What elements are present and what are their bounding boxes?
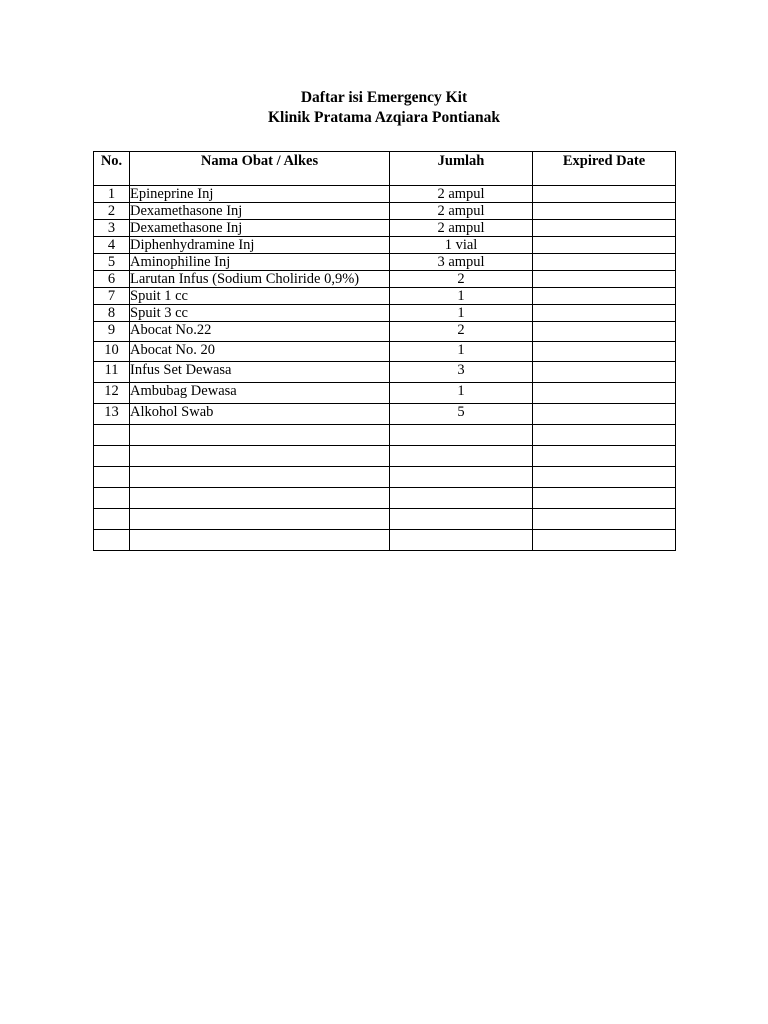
cell-qty: 1 vial	[390, 237, 533, 254]
cell-qty	[390, 446, 533, 467]
cell-qty: 1	[390, 383, 533, 404]
empty-table-row	[94, 467, 676, 488]
cell-name	[130, 488, 390, 509]
cell-name: Alkohol Swab	[130, 404, 390, 425]
cell-name	[130, 509, 390, 530]
cell-expired	[533, 220, 676, 237]
empty-table-row	[94, 530, 676, 551]
table-row	[94, 288, 676, 305]
cell-qty: 2	[390, 271, 533, 288]
table-row	[94, 362, 676, 383]
table-row	[94, 322, 676, 342]
cell-name	[130, 425, 390, 446]
cell-expired	[533, 288, 676, 305]
table-row	[94, 305, 676, 322]
cell-no: 3	[94, 220, 130, 237]
table-row	[94, 237, 676, 254]
cell-expired	[533, 362, 676, 383]
empty-table-row	[94, 446, 676, 467]
cell-no	[94, 488, 130, 509]
cell-no: 13	[94, 404, 130, 425]
header-qty: Jumlah	[390, 152, 533, 186]
table-row	[94, 342, 676, 362]
cell-qty: 1	[390, 305, 533, 322]
cell-name	[130, 530, 390, 551]
cell-expired	[533, 237, 676, 254]
cell-name: Dexamethasone Inj	[130, 220, 390, 237]
cell-name: Aminophiline Inj	[130, 254, 390, 271]
cell-no	[94, 446, 130, 467]
title-line-2: Klinik Pratama Azqiara Pontianak	[267, 109, 501, 126]
table-body	[94, 186, 676, 551]
cell-no	[94, 509, 130, 530]
cell-qty: 1	[390, 342, 533, 362]
cell-no: 1	[94, 186, 130, 203]
cell-name	[130, 446, 390, 467]
cell-qty	[390, 467, 533, 488]
table-row	[94, 186, 676, 203]
document-title	[0, 88, 768, 128]
cell-expired	[533, 186, 676, 203]
cell-no: 11	[94, 362, 130, 383]
cell-expired	[533, 342, 676, 362]
cell-name: Epineprine Inj	[130, 186, 390, 203]
cell-name: Abocat No.22	[130, 322, 390, 342]
title-line-1: Daftar isi Emergency Kit	[300, 89, 468, 106]
cell-qty	[390, 425, 533, 446]
table-row	[94, 220, 676, 237]
cell-qty	[390, 488, 533, 509]
cell-name: Larutan Infus (Sodium Choliride 0,9%)	[130, 271, 390, 288]
cell-no	[94, 425, 130, 446]
cell-expired	[533, 509, 676, 530]
cell-expired	[533, 203, 676, 220]
cell-expired	[533, 322, 676, 342]
cell-no: 9	[94, 322, 130, 342]
cell-no: 12	[94, 383, 130, 404]
cell-no	[94, 467, 130, 488]
cell-qty: 1	[390, 288, 533, 305]
header-name: Nama Obat / Alkes	[130, 152, 390, 186]
cell-name: Ambubag Dewasa	[130, 383, 390, 404]
cell-qty: 2 ampul	[390, 203, 533, 220]
cell-qty: 5	[390, 404, 533, 425]
cell-qty: 2 ampul	[390, 220, 533, 237]
cell-expired	[533, 425, 676, 446]
table-row	[94, 383, 676, 404]
cell-name	[130, 467, 390, 488]
table-header-row	[94, 152, 676, 186]
cell-name: Diphenhydramine Inj	[130, 237, 390, 254]
header-expired: Expired Date	[533, 152, 676, 186]
cell-name: Dexamethasone Inj	[130, 203, 390, 220]
table-row	[94, 254, 676, 271]
cell-expired	[533, 271, 676, 288]
cell-no: 6	[94, 271, 130, 288]
cell-expired	[533, 305, 676, 322]
cell-name: Infus Set Dewasa	[130, 362, 390, 383]
empty-table-row	[94, 509, 676, 530]
cell-qty: 3 ampul	[390, 254, 533, 271]
cell-qty: 3	[390, 362, 533, 383]
cell-no: 2	[94, 203, 130, 220]
cell-name: Spuit 1 cc	[130, 288, 390, 305]
cell-name: Spuit 3 cc	[130, 305, 390, 322]
cell-expired	[533, 467, 676, 488]
cell-expired	[533, 254, 676, 271]
cell-expired	[533, 446, 676, 467]
empty-table-row	[94, 488, 676, 509]
cell-no: 10	[94, 342, 130, 362]
cell-no: 7	[94, 288, 130, 305]
table-row	[94, 404, 676, 425]
table-row	[94, 271, 676, 288]
cell-name: Abocat No. 20	[130, 342, 390, 362]
cell-qty	[390, 530, 533, 551]
cell-expired	[533, 383, 676, 404]
cell-expired	[533, 404, 676, 425]
cell-qty: 2	[390, 322, 533, 342]
cell-expired	[533, 488, 676, 509]
header-no: No.	[94, 152, 130, 186]
cell-no: 4	[94, 237, 130, 254]
cell-no: 8	[94, 305, 130, 322]
cell-qty	[390, 509, 533, 530]
cell-qty: 2 ampul	[390, 186, 533, 203]
emergency-kit-table	[93, 151, 676, 551]
empty-table-row	[94, 425, 676, 446]
cell-no	[94, 530, 130, 551]
table-row	[94, 203, 676, 220]
cell-no: 5	[94, 254, 130, 271]
cell-expired	[533, 530, 676, 551]
